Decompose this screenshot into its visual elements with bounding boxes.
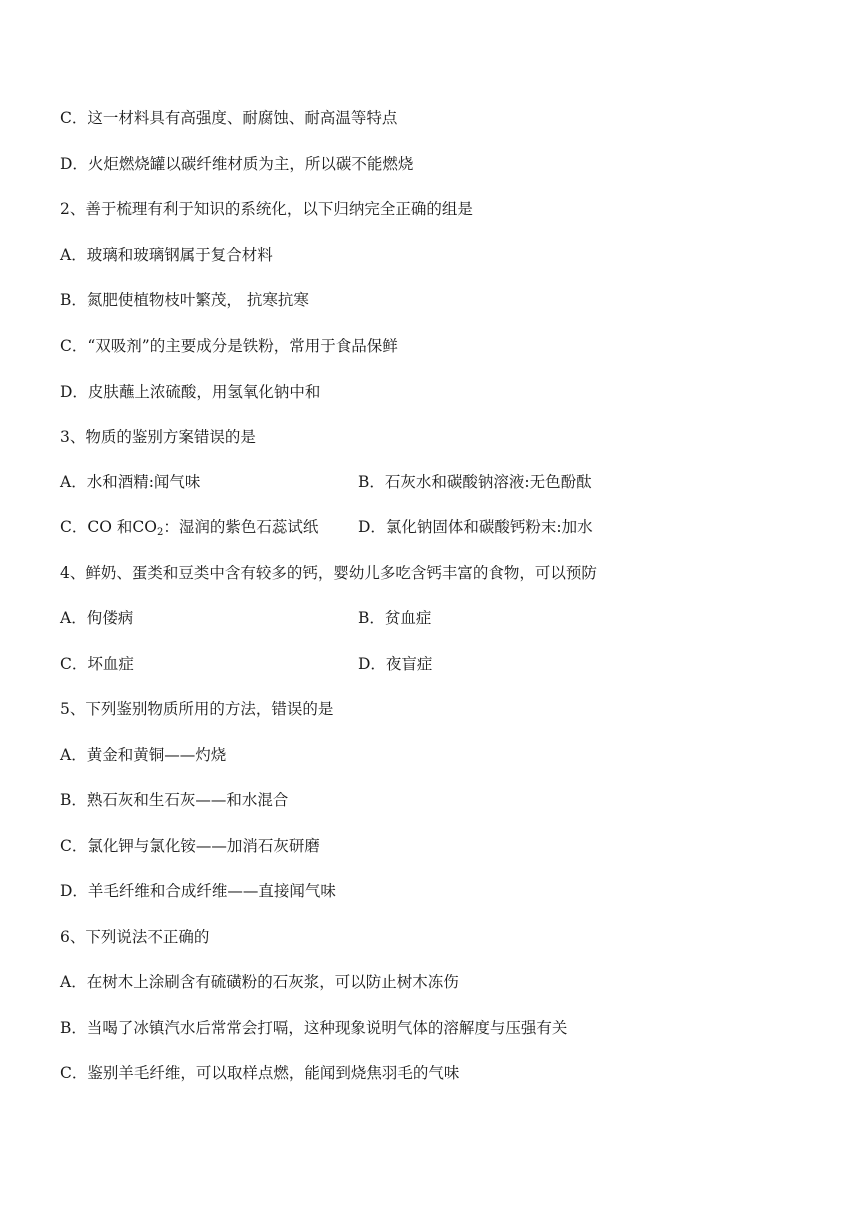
- option-d: D．氯化钠固体和碳酸钙粉末:加水: [358, 518, 593, 536]
- option-c: C．鉴别羊毛纤维，可以取样点燃，能闻到烧焦羽毛的气味: [60, 1064, 460, 1082]
- option-c: [60, 517, 318, 543]
- option-d: D．羊毛纤维和合成纤维——直接闻气味: [60, 882, 336, 900]
- option-d: D．皮肤蘸上浓硫酸，用氢氧化钠中和: [60, 383, 321, 401]
- option-a: A．玻璃和玻璃钢属于复合材料: [60, 246, 273, 264]
- co2-formula: CO: [132, 518, 157, 536]
- question-stem: 2、善于梳理有利于知识的系统化，以下归纳完全正确的组是: [60, 200, 473, 218]
- question-stem: 4、鲜奶、蛋类和豆类中含有较多的钙，婴幼儿多吃含钙丰富的食物，可以预防: [60, 564, 597, 582]
- option-d: D．夜盲症: [358, 655, 433, 673]
- co2-subscript: 2: [156, 527, 164, 538]
- question-stem: 5、下列鉴别物质所用的方法，错误的是: [60, 700, 334, 718]
- option-a: A．佝偻病: [60, 609, 134, 627]
- option-b: B．石灰水和碳酸钠溶液:无色酚酞: [358, 473, 592, 491]
- option-a: A．水和酒精:闻气味: [60, 473, 201, 491]
- option-c-prefix: C．CO 和: [60, 518, 133, 536]
- option-b: B．当喝了冰镇汽水后常常会打嗝，这种现象说明气体的溶解度与压强有关: [60, 1019, 568, 1037]
- option-d: D．火炬燃烧罐以碳纤维材质为主，所以碳不能燃烧: [60, 155, 414, 173]
- question-stem: 6、下列说法不正确的: [60, 928, 210, 946]
- option-a: A．在树木上涂刷含有硫磺粉的石灰浆，可以防止树木冻伤: [60, 973, 459, 991]
- option-c: C．氯化钾与氯化铵——加消石灰研磨: [60, 837, 320, 855]
- option-c: C．“双吸剂”的主要成分是铁粉，常用于食品保鲜: [60, 337, 398, 355]
- option-c: C．这一材料具有高强度、耐腐蚀、耐高温等特点: [60, 109, 398, 127]
- option-b: B．熟石灰和生石灰——和水混合: [60, 791, 289, 809]
- option-b: B．氮肥使植物枝叶繁茂， 抗寒抗寒: [60, 291, 309, 309]
- option-c-suffix: ：湿润的紫色石蕊试纸: [163, 518, 319, 536]
- option-a: A．黄金和黄铜——灼烧: [60, 746, 227, 764]
- question-stem: 3、物质的鉴别方案错误的是: [60, 428, 256, 446]
- option-c: C．坏血症: [60, 655, 134, 673]
- option-b: B．贫血症: [358, 609, 432, 627]
